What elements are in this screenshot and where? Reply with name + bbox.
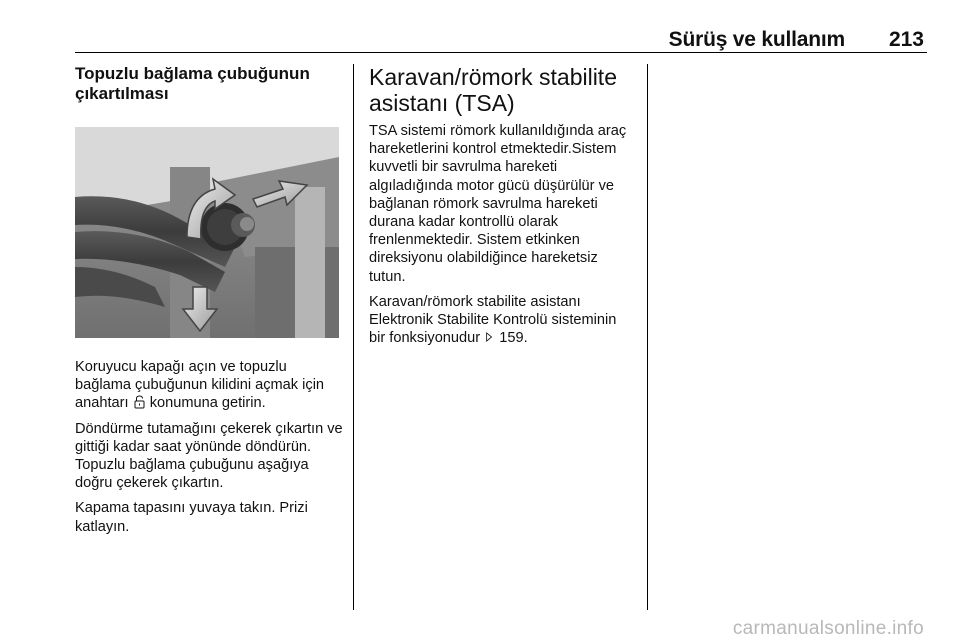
watermark: carmanualsonline.info xyxy=(732,618,924,639)
tsa-heading-line-2: asistanı (TSA) xyxy=(369,90,515,116)
para1-text-before-icon: Koruyucu kapağı açın ve topuzlu bağlama çubuğunun kilidini açmak için anahtarı xyxy=(75,359,325,412)
towbar-illustration xyxy=(75,127,339,338)
column-divider-left xyxy=(353,64,354,610)
right-column xyxy=(369,64,631,354)
open-lock-icon xyxy=(134,395,145,409)
tsa-description: TSA sistemi römork kullanıldığında araç hareketlerini kontrol etmektedir.Sistem kuvvetli bir savrulma hareketi algıladığında motor gücü düşürülür ve bağlanan römork savrulma hareketi durana kadar kontrollü olarak frenlenmektedir. Sistem etkinken direksiyonu olabildiğince hareketsiz tutun. xyxy=(369,123,627,285)
page-header xyxy=(75,26,927,53)
instruction-remove-towbar: Döndürme tutamağını çekerek çıkartın ve gittiği kadar saat yönünde döndürün. Topuzlu bağlama çubuğunu aşağıya doğru çekerek çıkartın. xyxy=(75,420,343,492)
left-column xyxy=(75,64,343,543)
column-divider-right xyxy=(647,64,648,610)
tsa-esc-text: Karavan/römork stabilite asistanı Elektronik Stabilite Kontrolü sisteminin bir fonksiyonudur xyxy=(369,293,617,347)
section-heading-towbar-removal xyxy=(75,64,343,104)
para1-text-after-icon: konumuna getirin. xyxy=(149,395,266,412)
page-number: 213 xyxy=(888,28,924,51)
instruction-close-cap: Kapama tapasını yuvaya takın. Prizi katlayın. xyxy=(75,500,308,535)
reference-page-link[interactable]: 159. xyxy=(499,330,528,347)
cross-reference-arrow-icon xyxy=(485,330,494,344)
heading-line-2: çıkartılması xyxy=(75,84,169,103)
header-title: Sürüş ve kullanım xyxy=(668,28,845,51)
instruction-unlock xyxy=(75,358,343,413)
heading-line-1: Topuzlu bağlama çubuğunun xyxy=(75,64,310,83)
section-heading-tsa xyxy=(369,64,631,116)
tsa-heading-line-1: Karavan/römork stabilite xyxy=(369,64,617,90)
tsa-esc-reference xyxy=(369,293,631,348)
